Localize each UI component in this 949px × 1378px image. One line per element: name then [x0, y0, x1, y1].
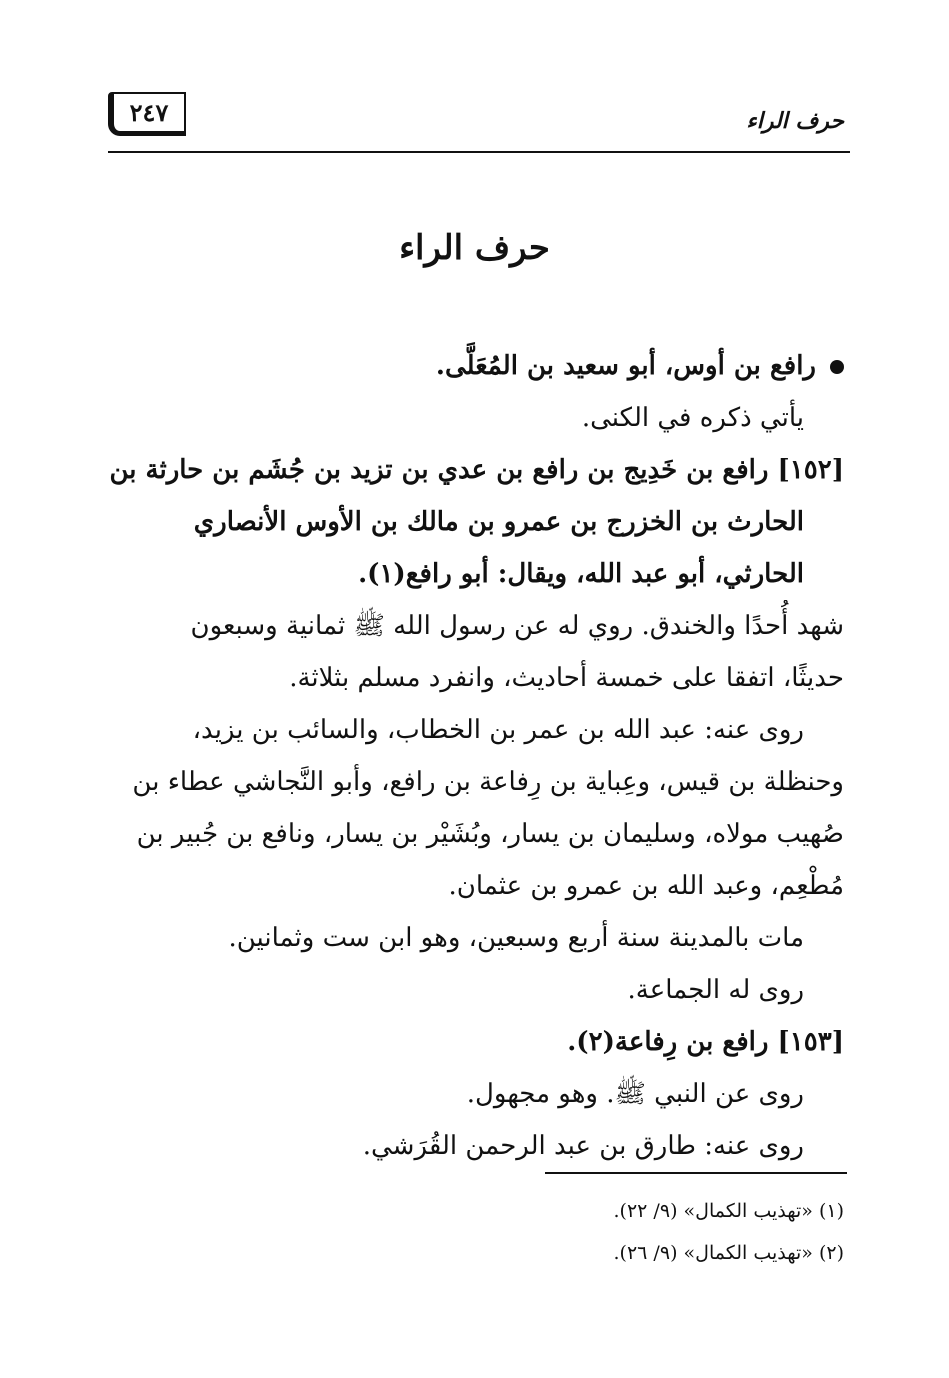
footnote-divider — [545, 1172, 847, 1174]
text-line: وحنظلة بن قيس، وعِباية بن رِفاعة بن رافع، وأبو النَّجاشي عطاء بن — [132, 767, 844, 797]
body-text — [102, 340, 844, 1172]
entry-heading-153: [١٥٣] رافع بن رِفاعة(٢). — [567, 1027, 844, 1057]
text-line: يأتي ذكره في الكنى. — [581, 403, 804, 433]
text-line: روى عنه: طارق بن عبد الرحمن القُرَشي. — [362, 1131, 804, 1161]
text-line: صُهيب مولاه، وسليمان بن يسار، وبُشَيْر بن يسار، ونافع بن جُبير بن — [136, 819, 844, 849]
text-line: شهد أُحدًا والخندق. روي له عن رسول الله ﷺ ثمانية وسبعون — [190, 611, 844, 641]
text-line: روى عن النبي ﷺ. وهو مجهول. — [466, 1079, 804, 1109]
bullet-icon — [830, 360, 844, 374]
entry-heading-line: الحارثي، أبو عبد الله، ويقال: أبو رافع(١). — [358, 559, 804, 589]
text-line: مُطْعِم، وعبد الله بن عمرو بن عثمان. — [448, 871, 844, 901]
entry-heading-152: [١٥٢] رافع بن خَدِيج بن رافع بن عدي بن تزيد بن جُشَم بن حارثة بن — [109, 455, 844, 485]
running-header-title: حرف الراء — [746, 108, 844, 134]
footnote-2: (٢) «تهذيب الكمال» (٩/ ٢٦). — [613, 1242, 844, 1264]
section-title: حرف الراء — [399, 228, 550, 268]
entry-heading-bullet: رافع بن أوس، أبو سعيد بن المُعَلَّى. — [102, 340, 844, 392]
text-line: حديثًا، اتفقا على خمسة أحاديث، وانفرد مسلم بثلاثة. — [289, 663, 844, 693]
header-divider — [108, 151, 850, 153]
text-line: مات بالمدينة سنة أربع وسبعين، وهو ابن ست وثمانين. — [228, 923, 804, 953]
footnotes — [102, 1190, 844, 1274]
footnote-1: (١) «تهذيب الكمال» (٩/ ٢٢). — [613, 1200, 844, 1222]
text-line: روى له الجماعة. — [627, 975, 804, 1005]
page-number: ٢٤٧ — [108, 92, 186, 136]
entry-heading-line: الحارث بن الخزرج بن عمرو بن مالك بن الأوس الأنصاري — [193, 507, 804, 537]
text-line: روى عنه: عبد الله بن عمر بن الخطاب، والسائب بن يزيد، — [192, 715, 804, 745]
